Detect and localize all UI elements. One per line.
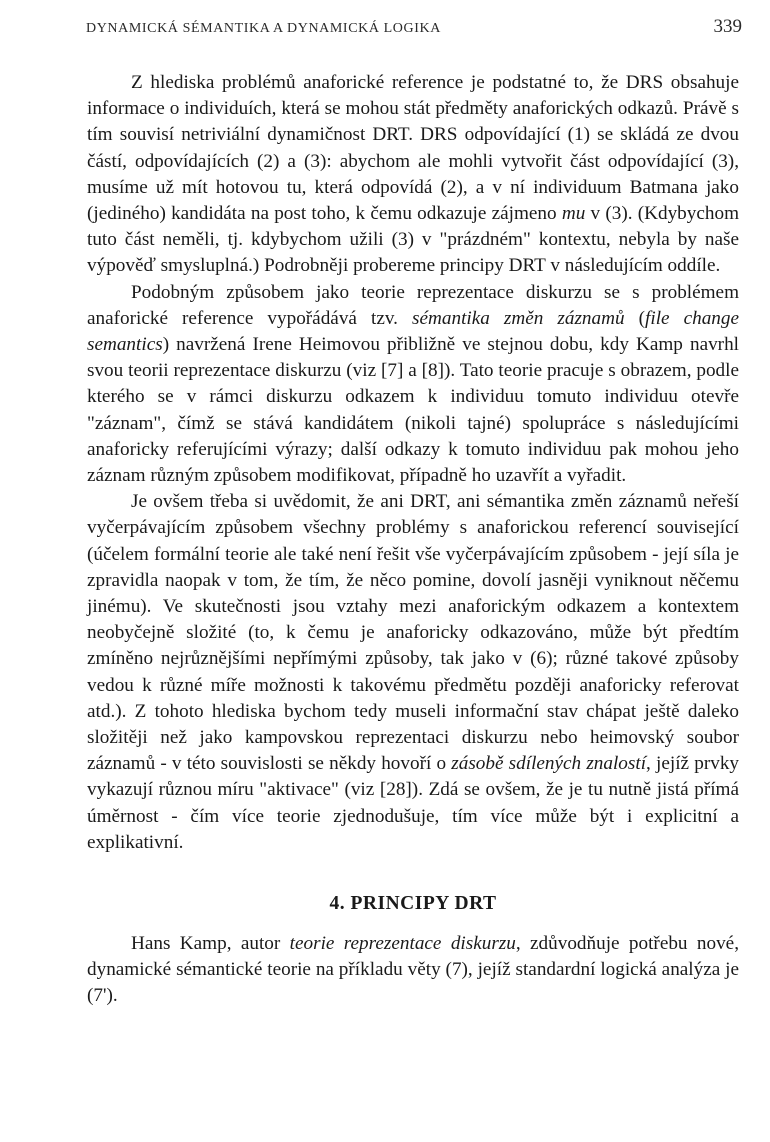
- running-title: DYNAMICKÁ SÉMANTIKA A DYNAMICKÁ LOGIKA: [86, 21, 441, 36]
- paragraph-2: [87, 280, 739, 490]
- paragraph-4-italic-term: teorie reprezentace diskurzu: [289, 933, 516, 954]
- paragraph-1-text-c: v (3). (Kdybychom tuto část neměli, tj. kdybychom užili (3) v "prázdném" kontextu, nebyla by naše výpověď smysluplná.) Podrobněji probereme principy DRT v následujícím oddíle.: [87, 203, 739, 277]
- paragraph-1-italic-mu: mu: [561, 203, 586, 225]
- paragraph-3: [87, 489, 739, 856]
- section-heading: 4. PRINCIPY DRT: [329, 893, 497, 914]
- body-text: [87, 70, 739, 856]
- paragraph-4-text-a: Hans Kamp, autor: [131, 933, 290, 954]
- paragraph-3-text-a: Je ovšem třeba si uvědomit, že ani DRT, ani sémantika změn záznamů neřeší vyčerpávajícím způsobem všechny problémy s anaforickou referencí související (účelem formální teorie ale také není řešit vše vyčerpávajícím způsobem - její síla je zpravidla naopak v tom, že tím, že něco pomine, dovolí jasněji vyniknout něčemu jinému). Ve skutečnosti jsou vztahy mezi anaforickým odkazem a kontextem neobyčejně složité (to, k čemu je anaforicky odkazováno, může být předtím zmíněno nejrůznějšími nepřímými způsoby, tak jako v (6); různé takové způsoby vedou k různé míře možnosti k takovému předmětu později anaforicky referovat atd.). Z tohoto hlediska bychom tedy museli informační stav chápat ještě daleko složitěji než jako kampovskou reprezentaci diskurzu nebo heimovský soubor záznamů - v této souvislosti se někdy hovoří o: [87, 491, 739, 775]
- paragraph-3-italic-term: zásobě sdílených znalostí: [451, 753, 647, 775]
- paragraph-2-italic-term: sémantika změn záznamů: [412, 307, 625, 329]
- paragraph-2-italic-english-term: file change semantics: [87, 307, 740, 356]
- paragraph-4-text-c: , zdůvodňuje potřebu nové, dynamické sémantické teorie na příkladu věty (7), jejíž standardní logická analýza je (7').: [87, 933, 739, 1007]
- paragraph-2-text-c: (: [624, 307, 646, 329]
- paragraph-2-text-e: ) navržená Irene Heimovou přibližně ve stejnou dobu, kdy Kamp navrhl svou teorii reprezentace diskurzu (viz [7] a [8]). Tato teorie pracuje s obrazem, podle kterého se v rámci diskurzu odkazem k individuu tomuto individuu otevře "záznam", čímž se stává kandidátem (nikoli tajné) spolupráce s následujícími anaforicky referujícími výrazy; další odkazy k tomuto individuu pak mohou jeho záznam různým způsobem modifikovat, případně ho uzavřít a vyřadit.: [87, 334, 739, 487]
- paragraph-1: [87, 70, 739, 280]
- paragraph-3-text-c: , jejíž prvky vykazují různou míru "aktivace" (viz [28]). Zdá se ovšem, že je tu nutně jistá přímá úměrnost - čím více teorie zjednodušuje, tím více může být i explicitní a explikativní.: [87, 753, 740, 853]
- page-number: 339: [713, 16, 742, 37]
- running-head: [86, 16, 742, 46]
- section-body: [87, 931, 739, 1010]
- paragraph-4: [87, 931, 739, 1010]
- paragraph-1-text-a: Z hlediska problémů anaforické reference je podstatné to, že DRS obsahuje informace o individuích, která se mohou stát předměty anaforických odkazů. Právě s tím souvisí netriviální dynamičnost DRT. DRS odpovídající (1) se skládá ze dvou částí, odpovídajících (2) a (3): abychom ale mohli vytvořit část odpovídající (3), musíme už mít hotovou tu, která odpovídá (2), a v ní individuum Batmana jako (jediného) kandidáta na post toho, k čemu odkazuje zájmeno: [87, 72, 739, 225]
- paragraph-2-text-a: Podobným způsobem jako teorie reprezentace diskurzu se s problémem anaforické reference vypořádává tzv.: [87, 281, 739, 329]
